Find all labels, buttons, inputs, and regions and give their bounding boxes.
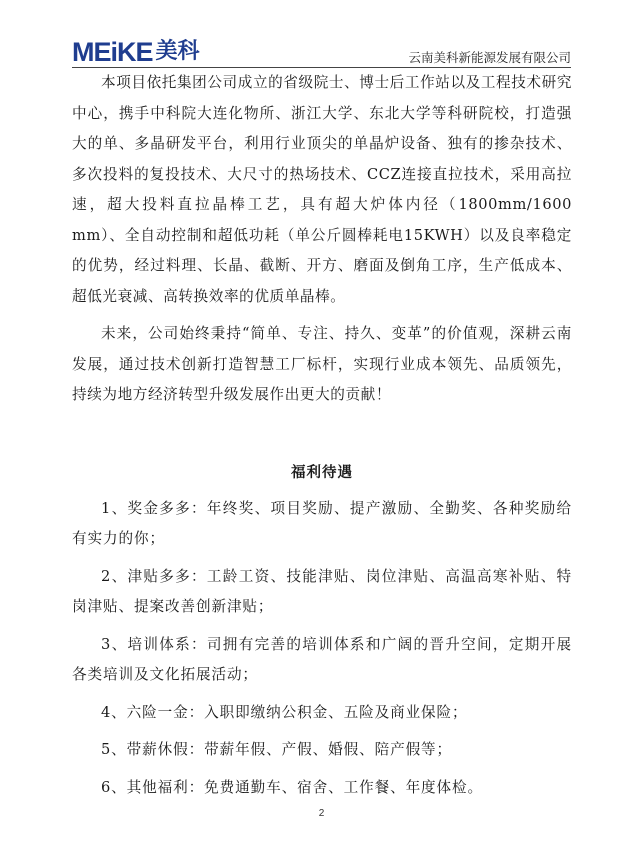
welfare-item-insurance: 4、六险一金：入职即缴纳公积金、五险及商业保险；: [101, 703, 468, 721]
welfare-section: [72, 461, 572, 804]
body-paragraph-future: 未来，公司始终秉持“简单、专注、持久、变革”的价值观，深耕云南发展，通过技术创新打造智慧工厂标杆，实现行业成本领先、品质领先，持续为地方经济转型升级发展作出更大的贡献！: [72, 325, 572, 403]
welfare-item-training: 3、培训体系：司拥有完善的培训体系和广阔的晋升空间，定期开展各类培训及文化拓展活动；: [72, 635, 572, 683]
page-content: [72, 68, 572, 803]
page-number: 2: [318, 808, 325, 819]
welfare-item-paid-leave: 5、带薪休假：带薪年假、产假、婚假、陪产假等；: [101, 741, 453, 758]
welfare-item-bonus: 1、奖金多多：年终奖、项目奖励、提产激励、全勤奖、各种奖励给有实力的你；: [72, 499, 572, 547]
logo-wordmark: MEiKE: [72, 37, 153, 67]
page-header: [0, 0, 643, 66]
welfare-item-other: 6、其他福利：免费通勤车、宿舍、工作餐、年度体检。: [101, 778, 484, 796]
body-paragraph-project: 本项目依托集团公司成立的省级院士、博士后工作站以及工程技术研究中心，携手中科院大连化物所、浙江大学、东北大学等科研院校，打造强大的单、多晶研发平台，利用行业顶尖的单晶炉设备、独有的掺杂技术、多次投料的复投技术、大尺寸的热场技术、CCZ连接直拉技术，采用高拉速，超大投料直拉晶棒工艺，具有超大炉体内径（1800mm/1600 mm）、全自动控制和超低功耗（单公斤圆棒耗电15KWH）以及良率稳定的优势，经过料理、长晶、截断、开方、磨面及倒角工序，生产低成本、超低光衰减、高转换效率的优质单晶棒。: [72, 74, 573, 305]
welfare-title: 福利待遇: [291, 464, 353, 481]
logo-chinese-name: 美科: [155, 39, 200, 64]
company-logo: [72, 32, 200, 72]
welfare-item-allowance: 2、津贴多多：工龄工资、技能津贴、岗位津贴、高温高寒补贴、特岗津贴、提案改善创新津贴；: [72, 567, 572, 615]
company-name: 云南美科新能源发展有限公司: [408, 50, 571, 65]
